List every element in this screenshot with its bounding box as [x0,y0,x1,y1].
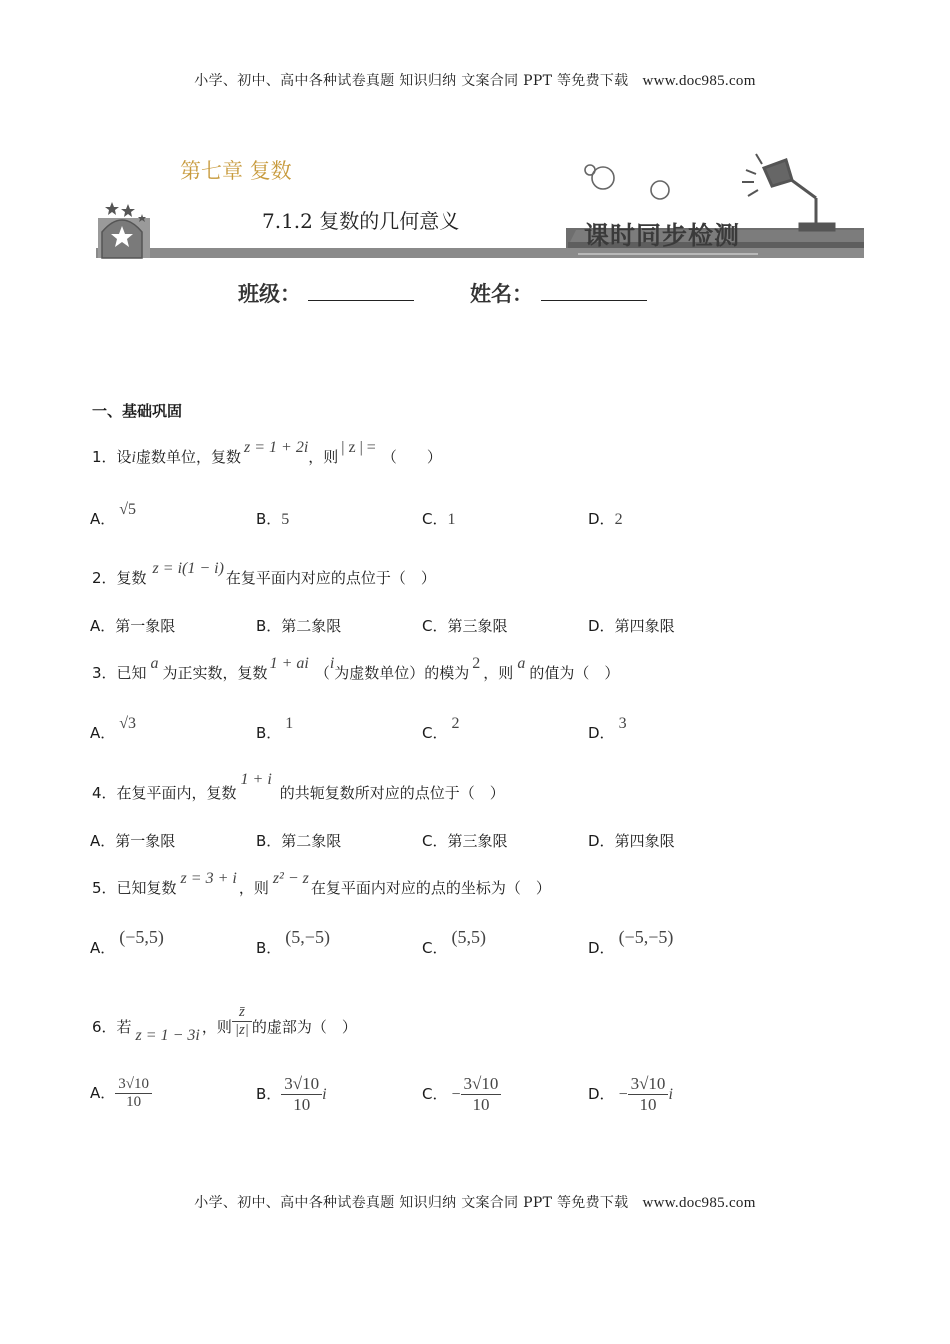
q4-option-b[interactable]: B．第二象限 [256,832,342,850]
question-2: 2．复数z = i(1 − i)在复平面内对应的点位于（ ） [92,560,436,587]
chapter-title: 第七章 复数 [180,159,292,183]
class-label: 班级： [238,282,301,306]
q2-option-c[interactable]: C．第三象限 [422,617,508,635]
question-4: 4．在复平面内，复数1 + i的共轭复数所对应的点位于（ ） [92,771,505,802]
q5-option-c[interactable]: C．(5,5) [422,927,486,957]
name-label: 姓名： [470,282,533,306]
star-emblem-icon [98,202,150,258]
q1-option-a[interactable]: A．√5 [90,501,137,528]
q1-option-b[interactable]: B．5 [256,510,290,528]
q5-option-b[interactable]: B．(5,−5) [256,927,330,957]
q3-option-a[interactable]: A．√3 [90,715,137,742]
question-3: 3．已知a为正实数，复数1 + ai（i为虚数单位）的模为2，则a的值为（ ） [92,655,620,682]
lesson-title: 7.1.2 复数的几何意义 [262,209,460,233]
q3-option-d[interactable]: D．3 [588,715,627,742]
question-6: 6．若 z = 1 − 3i ，则 $\frac{z̄}{|z|}$ 的虚部为（ ） [92,1004,357,1044]
q6-option-a[interactable]: A． $\frac{3√10}{10}$ [90,1076,152,1111]
q2-option-d[interactable]: D．第四象限 [588,617,675,635]
q1-option-c[interactable]: C．1 [422,510,456,528]
q3-option-c[interactable]: C．2 [422,715,460,742]
q4-option-d[interactable]: D．第四象限 [588,832,675,850]
class-input-line[interactable] [308,300,414,301]
question-5: 5．已知复数z = 3 + i，则z² − z在复平面内对应的点的坐标为（ ） [92,870,551,897]
q3-option-b[interactable]: B．1 [256,715,294,742]
q4-option-a[interactable]: A．第一象限 [90,832,176,850]
q5-option-d[interactable]: D．(−5,−5) [588,927,674,957]
q6-option-d[interactable]: D． − $\frac{3√10}{10}$ i [588,1074,673,1114]
q6-option-c[interactable]: C． − $\frac{3√10}{10}$ [422,1074,501,1115]
footer-text: 小学、初中、高中各种试卷真题 知识归纳 文案合同 PPT 等免费下载 [194,1195,629,1211]
name-input-line[interactable] [541,300,647,301]
page-footer [0,1192,950,1212]
q2-option-b[interactable]: B．第二象限 [256,617,342,635]
q5-option-a[interactable]: A．(−5,5) [90,927,164,957]
q6-option-b[interactable]: B． $\frac{3√10}{10}$ i [256,1074,327,1114]
q4-option-c[interactable]: C．第三象限 [422,832,508,850]
footer-site-link[interactable]: www.doc985.com [642,1195,756,1211]
page-header [0,70,950,90]
bubbles-icon [585,165,669,199]
question-1: 1．设i虚数单位，复数z = 1 + 2i，则| z | =（ ） [92,439,442,466]
q2-option-a[interactable]: A．第一象限 [90,617,176,635]
q1-option-d[interactable]: D．2 [588,510,623,528]
header-site-link[interactable]: www.doc985.com [642,73,756,89]
q6-fraction: $\frac{z̄}{|z|}$ [232,1004,252,1039]
badge-label: 课时同步检测 [584,221,741,250]
section-heading: 一、基础巩固 [92,402,183,420]
header-text: 小学、初中、高中各种试卷真题 知识归纳 文案合同 PPT 等免费下载 [194,73,629,89]
desk-lamp-icon [742,154,834,230]
